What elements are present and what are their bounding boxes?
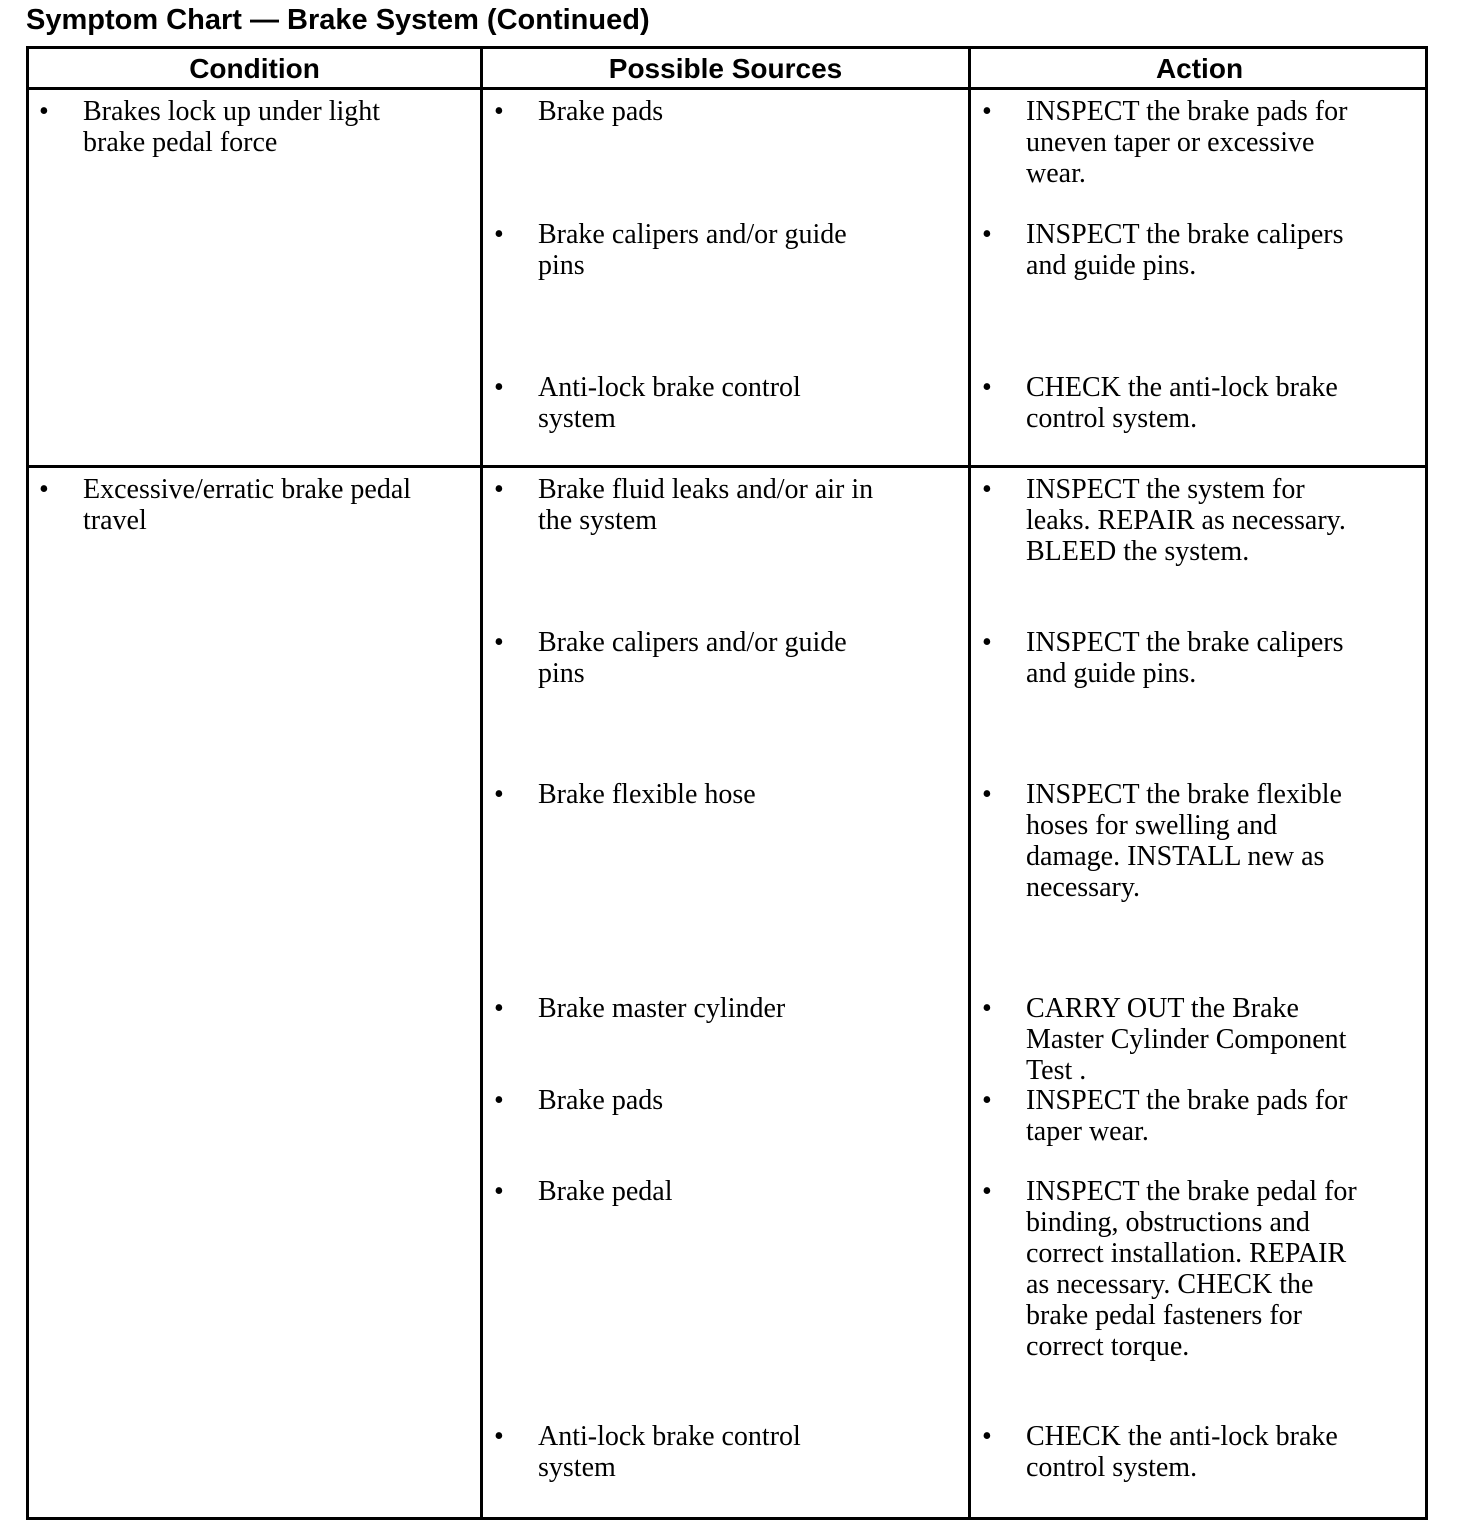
action-item xyxy=(982,779,1342,903)
action-item-line: and guide pins. xyxy=(1026,658,1197,689)
bullet-icon: • xyxy=(494,1421,504,1452)
source-item-line: system xyxy=(538,1452,616,1483)
action-item-line: Test . xyxy=(1026,1055,1087,1086)
bullet-icon: • xyxy=(982,372,992,403)
source-item-line: the system xyxy=(538,505,657,536)
source-item-line: Brake calipers and/or guide xyxy=(538,219,847,250)
bullet-icon: • xyxy=(982,1421,992,1452)
action-item-line: INSPECT the brake calipers xyxy=(1026,627,1344,658)
action-item-line: CARRY OUT the Brake xyxy=(1026,993,1299,1024)
source-item-line: Brake flexible hose xyxy=(538,779,756,810)
action-item-line: uneven taper or excessive xyxy=(1026,127,1315,158)
bullet-icon: • xyxy=(494,1085,504,1116)
action-item-line: INSPECT the brake pads for xyxy=(1026,96,1348,127)
header-divider xyxy=(29,87,1425,90)
action-item-line: Master Cylinder Component xyxy=(1026,1024,1347,1055)
source-item-line: Brake master cylinder xyxy=(538,993,786,1024)
source-item-line: Brake pads xyxy=(538,96,664,127)
action-item-line: leaks. REPAIR as necessary. xyxy=(1026,505,1346,536)
condition-item-line: Excessive/erratic brake pedal xyxy=(83,474,412,505)
source-item-line: Anti-lock brake control xyxy=(538,1421,801,1452)
source-item xyxy=(494,1085,664,1116)
action-item-line: necessary. xyxy=(1026,872,1141,903)
header-action: Action xyxy=(1155,53,1244,84)
column-divider xyxy=(968,49,971,1517)
action-item-line: INSPECT the brake flexible xyxy=(1026,779,1342,810)
action-item xyxy=(982,96,1348,189)
row-divider xyxy=(29,465,1425,468)
bullet-icon: • xyxy=(982,1176,992,1207)
action-item-line: correct installation. REPAIR xyxy=(1026,1238,1347,1269)
action-item-line: INSPECT the brake pedal for xyxy=(1026,1176,1357,1207)
bullet-icon: • xyxy=(494,96,504,127)
source-item xyxy=(494,474,874,536)
source-item xyxy=(494,96,664,127)
action-item-line: wear. xyxy=(1026,158,1086,189)
source-item xyxy=(494,993,786,1024)
action-item-line: INSPECT the brake calipers xyxy=(1026,219,1344,250)
header-possible-sources: Possible Sources xyxy=(608,53,843,84)
action-item-line: INSPECT the brake pads for xyxy=(1026,1085,1348,1116)
action-item-line: binding, obstructions and xyxy=(1026,1207,1310,1238)
page-title: Symptom Chart — Brake System (Continued) xyxy=(26,4,650,36)
action-item-line: taper wear. xyxy=(1026,1116,1149,1147)
source-item-line: Anti-lock brake control xyxy=(538,372,801,403)
source-item xyxy=(494,219,847,281)
action-item-line: control system. xyxy=(1026,1452,1198,1483)
source-item xyxy=(494,779,756,810)
bullet-icon: • xyxy=(494,219,504,250)
bullet-icon: • xyxy=(982,779,992,810)
source-item xyxy=(494,1176,673,1207)
source-item-line: pins xyxy=(538,658,585,689)
action-item-line: CHECK the anti-lock brake xyxy=(1026,372,1338,403)
source-item-line: pins xyxy=(538,250,585,281)
action-item-line: and guide pins. xyxy=(1026,250,1197,281)
source-item-line: Brake calipers and/or guide xyxy=(538,627,847,658)
action-item-line: damage. INSTALL new as xyxy=(1026,841,1325,872)
source-item xyxy=(494,1421,801,1483)
bullet-icon: • xyxy=(39,96,49,127)
action-item-line: control system. xyxy=(1026,403,1198,434)
bullet-icon: • xyxy=(982,1085,992,1116)
action-item xyxy=(982,474,1346,567)
bullet-icon: • xyxy=(494,1176,504,1207)
action-item-line: as necessary. CHECK the xyxy=(1026,1269,1314,1300)
action-item-line: hoses for swelling and xyxy=(1026,810,1278,841)
action-item xyxy=(982,1421,1338,1483)
source-item xyxy=(494,627,847,689)
bullet-icon: • xyxy=(982,993,992,1024)
bullet-icon: • xyxy=(494,779,504,810)
action-item-line: brake pedal fasteners for xyxy=(1026,1300,1302,1331)
header-condition: Condition xyxy=(189,53,320,84)
bullet-icon: • xyxy=(982,96,992,127)
source-item-line: Brake pedal xyxy=(538,1176,673,1207)
bullet-icon: • xyxy=(39,474,49,505)
action-item-line: BLEED the system. xyxy=(1026,536,1250,567)
source-item xyxy=(494,372,801,434)
condition-item-line: travel xyxy=(83,505,147,536)
condition-item-line: Brakes lock up under light xyxy=(83,96,381,127)
column-divider xyxy=(480,49,483,1517)
condition-item xyxy=(39,474,412,536)
action-item xyxy=(982,219,1344,281)
source-item-line: Brake fluid leaks and/or air in xyxy=(538,474,874,505)
action-item-line: correct torque. xyxy=(1026,1331,1190,1362)
bullet-icon: • xyxy=(494,993,504,1024)
symptom-chart-table xyxy=(26,46,1428,1520)
bullet-icon: • xyxy=(494,474,504,505)
condition-item-line: brake pedal force xyxy=(83,127,278,158)
action-item-line: CHECK the anti-lock brake xyxy=(1026,1421,1338,1452)
action-item xyxy=(982,1176,1357,1362)
action-item xyxy=(982,372,1338,434)
bullet-icon: • xyxy=(494,372,504,403)
source-item-line: system xyxy=(538,403,616,434)
action-item xyxy=(982,993,1347,1086)
bullet-icon: • xyxy=(982,627,992,658)
action-item-line: INSPECT the system for xyxy=(1026,474,1305,505)
bullet-icon: • xyxy=(982,474,992,505)
source-item-line: Brake pads xyxy=(538,1085,664,1116)
bullet-icon: • xyxy=(982,219,992,250)
bullet-icon: • xyxy=(494,627,504,658)
action-item xyxy=(982,1085,1348,1147)
condition-item xyxy=(39,96,381,158)
action-item xyxy=(982,627,1344,689)
